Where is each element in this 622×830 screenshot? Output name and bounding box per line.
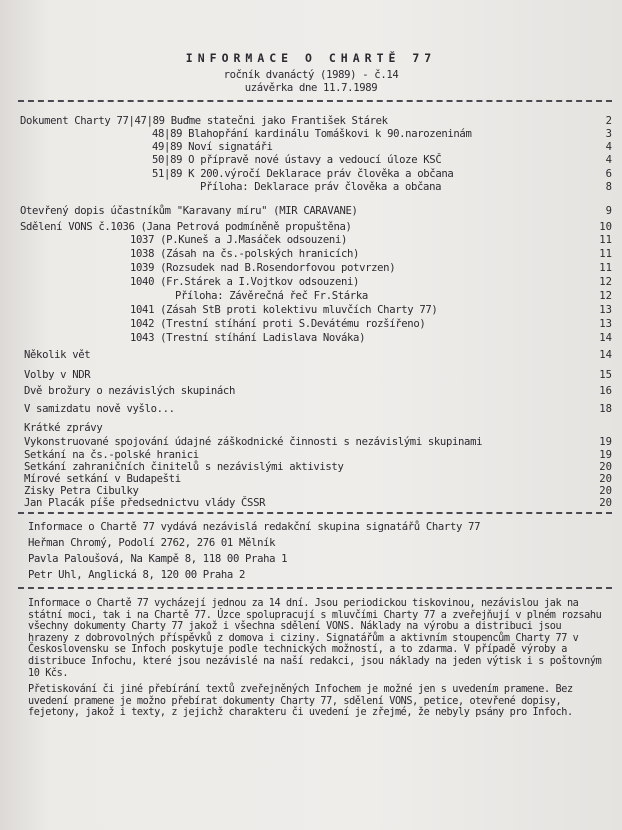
toc-page-number: 11	[599, 234, 612, 246]
toc-entry: Příloha: Závěrečná řeč Fr.Stárka	[175, 290, 368, 302]
header-divider	[18, 100, 612, 102]
toc-page-number: 20	[599, 485, 612, 497]
toc-entry: 1040 (Fr.Stárek a I.Vojtkov odsouzeni)	[130, 276, 360, 288]
toc-page-number: 13	[599, 304, 612, 316]
toc-entry: Příloha: Deklarace práv člověka a občana	[200, 181, 442, 193]
toc-entry: Dvě brožury o nezávislých skupinách	[24, 385, 235, 397]
toc-page-number: 2	[605, 115, 612, 127]
toc-entry: 48|89 Blahopřání kardinálu Tomáškovi k 90.narozeninám	[152, 128, 472, 140]
closing-date: uzávěrka dne 11.7.1989	[244, 82, 378, 94]
editorial-line: Petr Uhl, Anglická 8, 120 00 Praha 2	[28, 569, 246, 581]
toc-page-number: 6	[605, 168, 612, 180]
editorial-line: Informace o Chartě 77 vydává nezávislá redakční skupina signatářů Charty 77	[28, 521, 481, 533]
toc-entry: 1043 (Trestní stíhání Ladislava Nováka)	[130, 332, 366, 344]
editorial-divider	[18, 587, 612, 589]
toc-entry: Volby v NDR	[24, 369, 91, 381]
toc-entry: 1039 (Rozsudek nad B.Rosendorfovou potvrzen)	[130, 262, 396, 274]
toc-page-number: 12	[599, 290, 612, 302]
toc-entry: 50|89 O přípravě nové ústavy a vedoucí úloze KSČ	[152, 154, 442, 166]
toc-page-number: 20	[599, 497, 612, 509]
toc-page-number: 15	[599, 369, 612, 381]
toc-entry: 1038 (Zásah na čs.-polských hranicích)	[130, 248, 360, 260]
toc-page-number: 14	[599, 332, 612, 344]
toc-entry: 51|89 K 200.výročí Deklarace práv člověka a občana	[152, 168, 454, 180]
document-title: INFORMACE O CHARTĚ 77	[185, 51, 437, 65]
toc-page-number: 13	[599, 318, 612, 330]
toc-page-number: 12	[599, 276, 612, 288]
toc-page-number: 18	[599, 403, 612, 415]
toc-entry: Sdělení VONS č.1036 (Jana Petrová podmíněně propuštěna)	[20, 221, 352, 233]
toc-entry: Otevřený dopis účastníkům "Karavany míru" (MIR CARAVANE)	[20, 205, 358, 217]
reprint-note: Přetiskování či jiné přebírání textů zveřejněných Infochem je možné jen s uvedením pramene. Bez uvedení pramene je možno přebírat dokumenty Charty 77, sdělení VONS, petice, otevřené dopisy, fejetony, jakož i texty, z jejichž charakteru či uvedení je zřejmé, že nebyly psány pro Infoch.	[28, 684, 573, 719]
toc-entry: Vykonstruované spojování údajné záškodnické činnosti s nezávislými skupinami	[24, 436, 483, 448]
toc-page-number: 14	[599, 349, 612, 361]
toc-entry: Dokument Charty 77|47|89 Buďme statečni jako František Stárek	[20, 115, 388, 127]
toc-page-number: 19	[599, 449, 612, 461]
toc-page-number: 4	[605, 154, 612, 166]
toc-page-number: 20	[599, 473, 612, 485]
toc-page-number: 9	[605, 205, 612, 217]
editorial-line: Pavla Paloušová, Na Kampě 8, 118 00 Praha 1	[28, 553, 288, 565]
toc-divider	[18, 512, 612, 514]
toc-page-number: 16	[599, 385, 612, 397]
toc-entry: 49|89 Noví signatáři	[152, 141, 273, 153]
toc-entry: Setkání na čs.-polské hranici	[24, 449, 199, 461]
issue-line: ročník dvanáctý (1989) - č.14	[223, 69, 399, 81]
toc-entry: V samizdatu nově vyšlo...	[24, 403, 175, 415]
toc-page-number: 10	[599, 221, 612, 233]
toc-page-number: 11	[599, 262, 612, 274]
toc-entry: Několik vět	[24, 349, 91, 361]
toc-entry: Jan Placák píše předsednictvu vlády ČSSR	[24, 497, 266, 509]
publication-note: Informace o Chartě 77 vycházejí jednou za 14 dní. Jsou periodickou tiskovinou, nezávislou jak na státní moci, tak i na Chartě 77. Úzce spolupracují s mluvčími Charty 77 a zveřejňují v plném rozsahu všechny dokumenty Charty 77 jakož i všechna sdělení VONS. Náklady na výrobu a distribuci jsou hrazeny z dobrovolných příspěvků z domova i ciziny. Signatářům a aktivním stoupencům Charty 77 v Československu se Infoch poskytuje podle technických možností, a to zdarma. V případě výroby a distribuce Infochu, které jsou nezávislé na naší redakci, jsou náklady na jeden výtisk i s poštovným 10 Kčs.	[28, 598, 602, 679]
toc-entry: Krátké zprávy	[24, 422, 103, 434]
toc-page-number: 3	[605, 128, 612, 140]
toc-entry: Setkání zahraničních činitelů s nezávislými aktivisty	[24, 461, 344, 473]
toc-entry: Zisky Petra Cibulky	[24, 485, 139, 497]
toc-page-number: 11	[599, 248, 612, 260]
toc-page-number: 8	[605, 181, 612, 193]
toc-entry: 1042 (Trestní stíhání proti S.Devátému rozšířeno)	[130, 318, 426, 330]
toc-entry: Mírové setkání v Budapešti	[24, 473, 181, 485]
toc-page-number: 4	[605, 141, 612, 153]
editorial-line: Heřman Chromý, Podolí 2762, 276 01 Mělník	[28, 537, 276, 549]
toc-page-number: 20	[599, 461, 612, 473]
toc-entry: 1041 (Zásah StB proti kolektivu mluvčích Charty 77)	[130, 304, 438, 316]
toc-page-number: 19	[599, 436, 612, 448]
toc-entry: 1037 (P.Kuneš a J.Masáček odsouzeni)	[130, 234, 348, 246]
